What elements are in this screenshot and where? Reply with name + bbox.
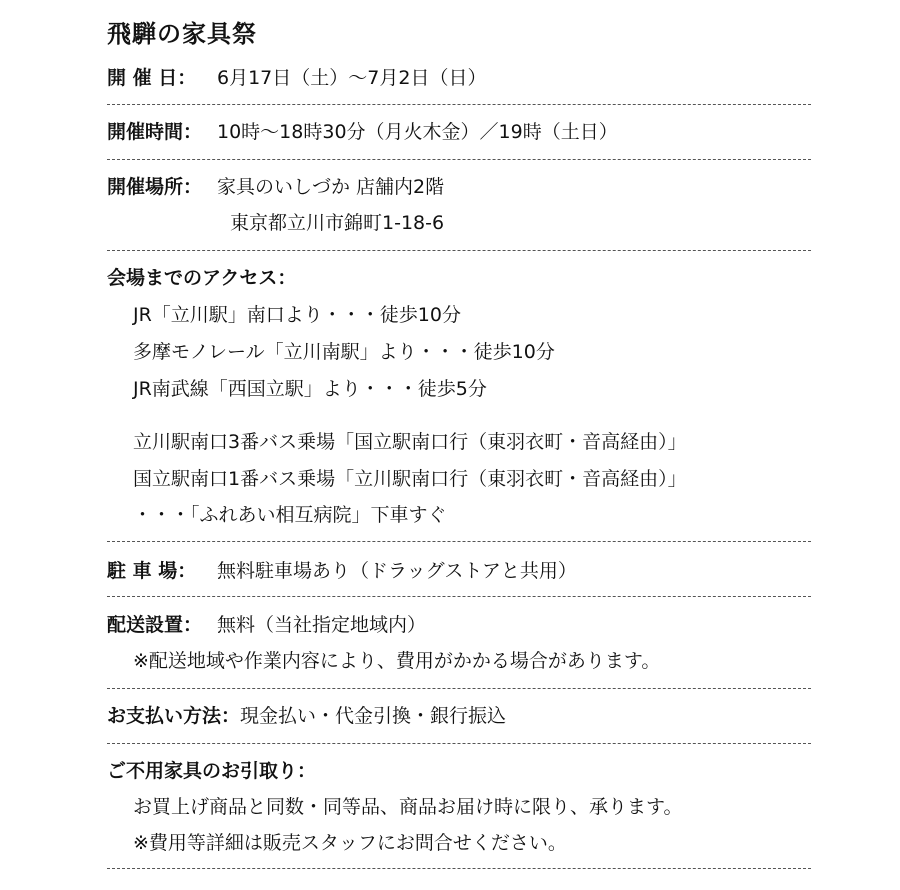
dates-value: 6月17日（土）～7月2日（日）	[217, 67, 487, 89]
divider	[107, 868, 811, 869]
dates-label: 開 催 日：	[107, 67, 197, 89]
delivery-label: 配送設置：	[107, 614, 203, 636]
pickup-label: ご不用家具のお引取り：	[107, 760, 317, 782]
page-title: 飛騨の家具祭	[107, 20, 257, 48]
payment-label: お支払い方法：	[107, 705, 241, 727]
divider	[107, 743, 811, 744]
payment-value: 現金払い・代金引換・銀行振込	[240, 705, 507, 727]
access-label: 会場までのアクセス：	[107, 267, 297, 289]
venue-row	[107, 169, 444, 205]
payment-row	[107, 698, 506, 734]
access-bus-line: ・・・「ふれあい相互病院」下車すぐ	[133, 504, 447, 526]
access-bus-line: 国立駅南口1番バス乗場「立川駅南口行（東羽衣町・音高経由）」	[133, 468, 687, 490]
hours-value: 10時～18時30分（月火木金）／19時（土日）	[217, 121, 618, 143]
divider	[107, 250, 811, 251]
venue-line: 家具のいしづか 店舗内2階	[217, 176, 445, 198]
parking-value: 無料駐車場あり（ドラッグストアと共用）	[217, 560, 577, 582]
delivery-value: 無料（当社指定地域内）	[217, 614, 427, 636]
access-bus-line: 立川駅南口3番バス乗場「国立駅南口行（東羽衣町・音高経由）」	[133, 431, 687, 453]
hours-label: 開催時間：	[107, 121, 203, 143]
access-rail-line: JR「立川駅」南口より・・・徒歩10分	[133, 304, 461, 326]
divider	[107, 541, 811, 542]
divider	[107, 159, 811, 160]
venue-line: 東京都立川市錦町1-18-6	[230, 212, 445, 234]
parking-label: 駐 車 場：	[107, 560, 197, 582]
parking-row	[107, 553, 577, 589]
divider	[107, 596, 811, 597]
delivery-row	[107, 607, 426, 643]
access-rail-line: 多摩モノレール「立川南駅」より・・・徒歩10分	[133, 341, 555, 363]
divider	[107, 688, 811, 689]
pickup-line: お買上げ商品と同数・同等品、商品お届け時に限り、承ります。	[133, 796, 683, 818]
dates-row	[107, 60, 486, 96]
delivery-note: ※配送地域や作業内容により、費用がかかる場合があります。	[133, 650, 661, 672]
divider	[107, 104, 811, 105]
venue-label: 開催場所：	[107, 176, 203, 198]
pickup-line: ※費用等詳細は販売スタッフにお問合せください。	[133, 832, 567, 854]
hours-row	[107, 114, 618, 150]
access-rail-line: JR南武線「西国立駅」より・・・徒歩5分	[133, 378, 487, 400]
